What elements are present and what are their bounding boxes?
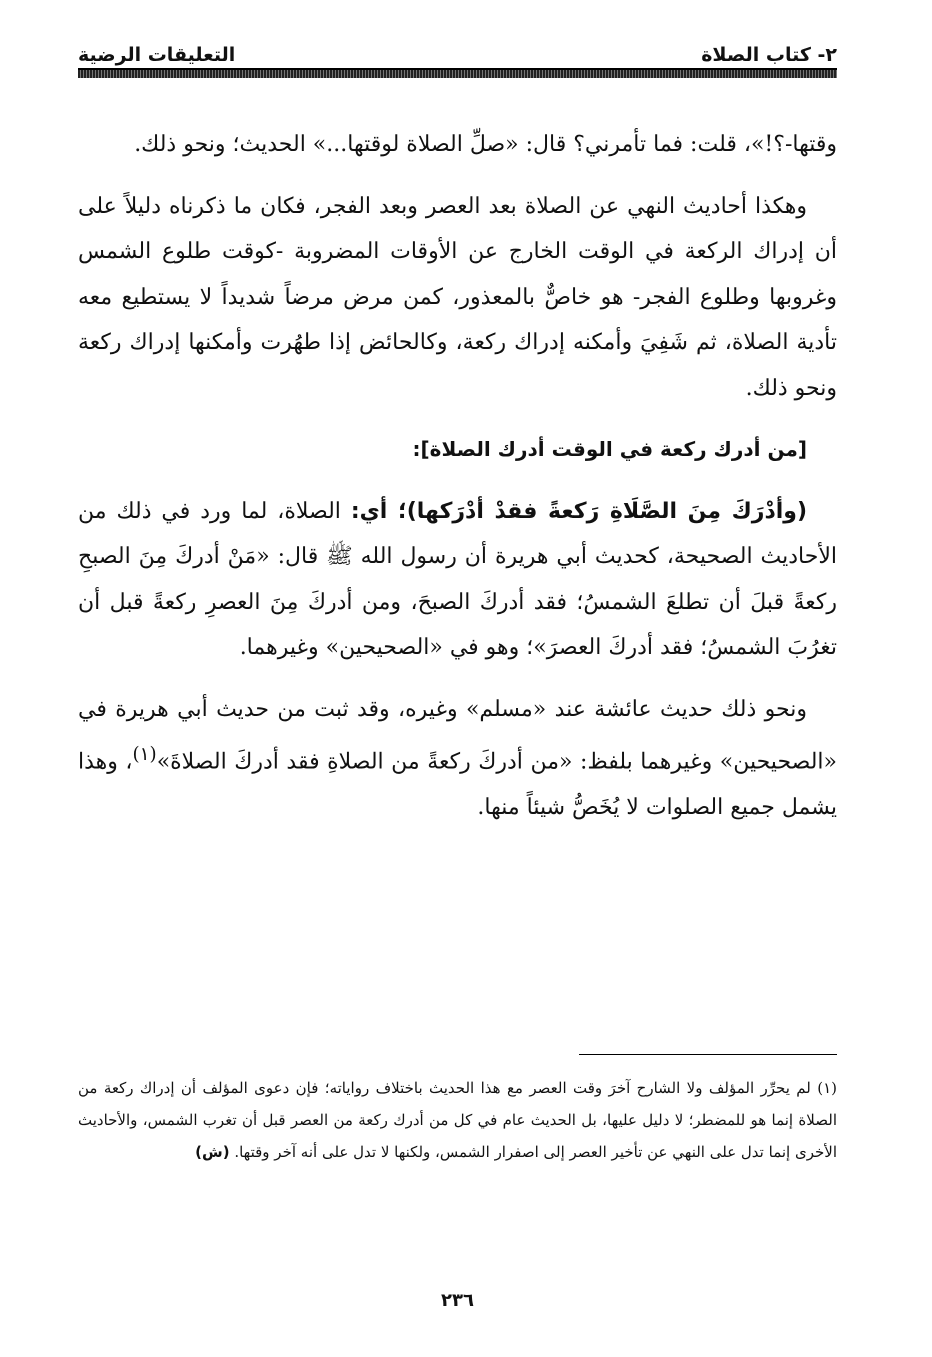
last-paragraph-text: ونحو ذلك حديث عائشة عند «مسلم» وغيره، وقد ثبت من حديث أبي هريرة في «الصحيحين» وغيرهما بلفظ: «من أدركَ ركعةً من الصلاةِ فقد أدركَ الصلاةَ»	[78, 696, 837, 775]
book-title: التعليقات الرضية	[78, 44, 236, 66]
footnote-signature: (ش)	[195, 1143, 230, 1161]
footnote-divider	[579, 1054, 837, 1055]
chapter-title: ٢- كتاب الصلاة	[701, 44, 837, 66]
footnote-text: (١) لم يحرِّر المؤلف ولا الشارح آخرَ وقت العصر مع هذا الحديث باختلاف رواياته؛ فإن دعوى المؤلف أن إدراك ركعة من الصلاة إنما هو للمضطر؛ لا دليل عليها، بل الحديث عام في كل من أدرك ركعة من العصر قبل أن تغرب الشمس، والأحاديث الأخرى إنما تدل على النهي عن تأخير العصر إلى اصفرار الشمس، ولكنها لا تدل على أنه آخر وقتها.	[78, 1079, 837, 1161]
main-text	[78, 122, 837, 830]
footnote	[78, 1072, 837, 1168]
header-divider	[78, 68, 837, 78]
paragraph-2: وهكذا أحاديث النهي عن الصلاة بعد العصر وبعد الفجر، فكان ما ذكرناه دليلاً على أن إدراك الركعة في الوقت الخارج عن الأوقات المضروبة -كوقت طلوع الشمس وغروبها وطلوع الفجر- هو خاصٌّ بالمعذور، كمن مرض مرضاً شديداً لا يستطيع معه تأدية الصلاة، ثم شَفِيَ وأمكنه إدراك ركعة، وكالحائض إذا طهُرت وأمكنها إدراك ركعة ونحو ذلك.	[78, 193, 837, 401]
matn-text: (وأدْرَكَ مِنَ الصَّلَاةِ رَكعةً فقدْ أدْرَكها)؛ أي:	[350, 498, 808, 524]
last-paragraph-tail: ، وهذا يشمل جميع الصلوات لا يُخَصُّ شيئاً منها.	[78, 749, 837, 820]
book-page	[78, 0, 837, 1357]
running-header	[78, 38, 837, 72]
page-number: ٢٣٦	[441, 1290, 474, 1311]
paragraph-matn	[78, 489, 837, 671]
paragraph-1: وقتها-؟!»، قلت: فما تأمرني؟ قال: «صلِّ الصلاة لوقتها...» الحديث؛ ونحو ذلك.	[134, 132, 837, 157]
matn-commentary: الصلاة، لما ورد في ذلك من الأحاديث الصحيحة، كحديث أبي هريرة أن رسول الله ﷺ قال: «مَنْ أدركَ مِنَ الصبحِ ركعةً قبلَ أن تطلعَ الشمسُ؛ فقد أدركَ الصبحَ، ومن أدركَ مِنَ العصرِ ركعةً قبل أن تغرُبَ الشمسُ؛ فقد أدركَ العصرَ»؛ وهو في «الصحيحين» وغيرهما.	[78, 498, 837, 660]
section-heading: [من أدرك ركعة في الوقت أدرك الصلاة]:	[412, 437, 807, 461]
paragraph-last	[78, 687, 837, 831]
footnote-reference: (١)	[132, 744, 157, 765]
